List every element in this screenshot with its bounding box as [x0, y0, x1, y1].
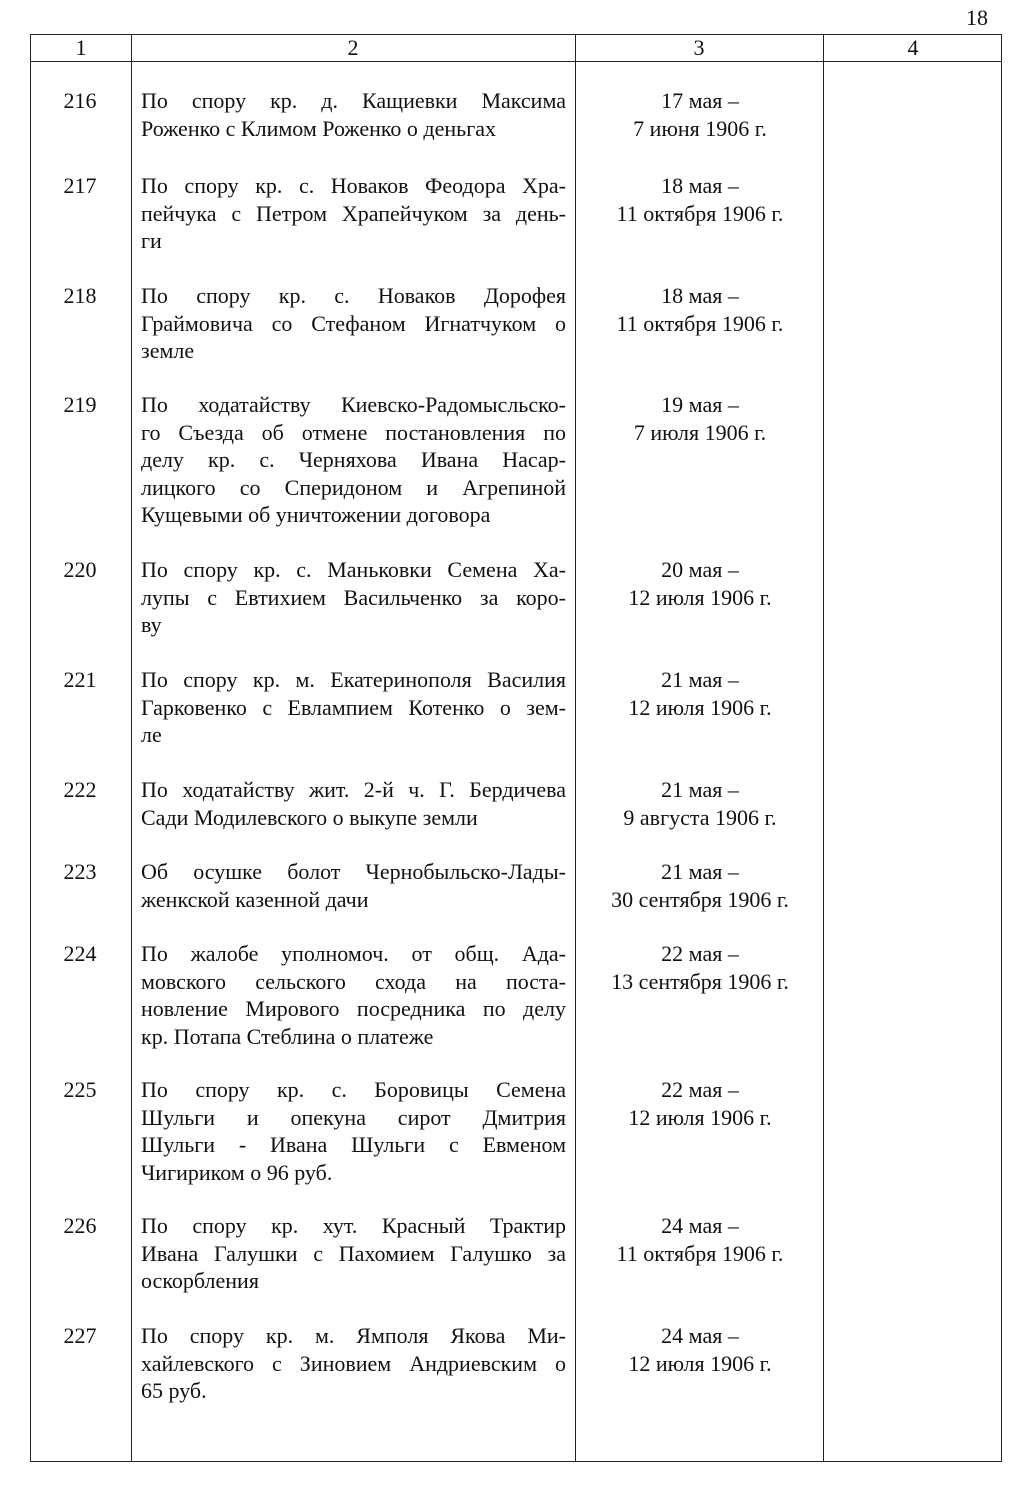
- header-col-2: 2: [347, 35, 359, 60]
- entry-dates: [577, 172, 823, 227]
- entry-description: [141, 776, 566, 831]
- column-divider: [131, 35, 132, 1461]
- description-line: мовского сельского схода на поста-: [141, 968, 566, 994]
- entry-dates: [577, 391, 823, 446]
- entry-description: [141, 391, 566, 529]
- end-date: 12 июля 1906 г.: [628, 1350, 772, 1376]
- description-line: ву: [141, 612, 162, 637]
- entry-description: [141, 858, 566, 913]
- description-line: По спору кр. с. Боровицы Семена: [141, 1077, 566, 1102]
- end-date: 12 июля 1906 г.: [628, 1104, 772, 1130]
- entry-dates: [577, 282, 823, 337]
- entry-description: [141, 1076, 566, 1186]
- entry-description: [141, 940, 566, 1050]
- header-row: [31, 35, 1001, 62]
- end-date: 7 июля 1906 г.: [633, 419, 767, 445]
- description-line: новление Мирового посредника по делу: [141, 996, 566, 1021]
- entry-dates: [577, 87, 823, 142]
- entry-number: 216: [63, 88, 97, 113]
- description-line: хайлевского с Зиновием Андриевским о: [141, 1350, 566, 1376]
- description-line: По спору кр. д. Кащиевки Максима: [141, 88, 566, 113]
- entry-dates: [577, 940, 823, 995]
- description-line: оскорбления: [141, 1268, 259, 1293]
- entry-dates: [577, 666, 823, 721]
- entry-dates: [577, 1212, 823, 1267]
- description-line: По спору кр. хут. Красный Трактир: [141, 1213, 566, 1238]
- column-divider: [575, 35, 576, 1461]
- description-line: женкской казенной дачи: [141, 886, 369, 912]
- description-line: По спору кр. с. Новаков Дорофея: [141, 283, 566, 308]
- entry-description: [141, 1322, 566, 1405]
- end-date: 7 июня 1906 г.: [633, 115, 767, 141]
- start-date: 19 мая –: [661, 392, 739, 417]
- description-line: ле: [141, 722, 162, 747]
- entry-number: 220: [63, 557, 97, 582]
- start-date: 21 мая –: [661, 777, 739, 802]
- start-date: 22 мая –: [661, 1077, 739, 1102]
- description-line: делу кр. с. Черняхова Ивана Насар-: [141, 447, 566, 472]
- entry-number: 227: [63, 1323, 97, 1348]
- description-line: Ивана Галушки с Пахомием Галушко за: [141, 1240, 566, 1266]
- entry-dates: [577, 556, 823, 611]
- description-line: го Съезда об отмене постановления по: [141, 419, 566, 445]
- description-line: 65 руб.: [141, 1378, 207, 1403]
- entry-dates: [577, 776, 823, 831]
- entry-number: 221: [63, 667, 97, 692]
- end-date: 11 октября 1906 г.: [616, 310, 784, 336]
- entry-number: 223: [63, 859, 97, 884]
- entry-description: [141, 172, 566, 255]
- start-date: 20 мая –: [661, 557, 739, 582]
- entry-number: 225: [63, 1077, 97, 1102]
- description-line: Чигириком о 96 руб.: [141, 1159, 333, 1185]
- end-date: 12 июля 1906 г.: [628, 584, 772, 610]
- description-line: Сади Модилевского о выкупе земли: [141, 804, 478, 830]
- description-line: Граймовича со Стефаном Игнатчуком о: [141, 310, 566, 336]
- description-line: По спору кр. с. Маньковки Семена Ха-: [141, 557, 566, 582]
- description-line: Об осушке болот Чернобыльско-Лады-: [141, 859, 566, 884]
- description-line: лупы с Евтихием Васильченко за коро-: [141, 584, 566, 610]
- entry-number: 224: [63, 941, 97, 966]
- entry-number: 219: [63, 392, 97, 417]
- description-line: По спору кр. м. Екатеринополя Василия: [141, 667, 566, 692]
- register-table: [30, 34, 1002, 1462]
- description-line: По спору кр. с. Новаков Феодора Хра-: [141, 173, 566, 198]
- description-line: По спору кр. м. Ямполя Якова Ми-: [141, 1323, 566, 1348]
- description-line: Шульги - Ивана Шульги с Евменом: [141, 1132, 566, 1157]
- start-date: 18 мая –: [661, 283, 739, 308]
- description-line: Роженко с Климом Роженко о деньгах: [141, 115, 496, 141]
- entry-description: [141, 87, 566, 142]
- description-line: лицкого со Сперидоном и Агрепиной: [141, 474, 566, 500]
- column-divider: [823, 35, 824, 1461]
- description-line: Кущевыми об уничтожении договора: [141, 502, 491, 527]
- entry-description: [141, 666, 566, 749]
- description-line: кр. Потапа Стеблина о платеже: [141, 1023, 434, 1049]
- start-date: 21 мая –: [661, 859, 739, 884]
- end-date: 11 октября 1906 г.: [616, 200, 784, 226]
- end-date: 13 сентября 1906 г.: [611, 968, 789, 994]
- page-number: 18: [966, 5, 988, 30]
- description-line: пейчука с Петром Храпейчуком за день-: [141, 200, 566, 226]
- header-col-4: 4: [907, 35, 919, 60]
- entry-dates: [577, 1322, 823, 1377]
- description-line: Шульги и опекуна сирот Дмитрия: [141, 1104, 566, 1130]
- description-line: ги: [141, 228, 162, 253]
- header-col-1: 1: [75, 35, 87, 60]
- start-date: 21 мая –: [661, 667, 739, 692]
- description-line: Гарковенко с Евлампием Котенко о зем-: [141, 694, 566, 720]
- entry-dates: [577, 858, 823, 913]
- header-col-3: 3: [693, 35, 705, 60]
- entry-number: 217: [63, 173, 97, 198]
- entry-dates: [577, 1076, 823, 1131]
- end-date: 9 августа 1906 г.: [623, 804, 777, 830]
- start-date: 17 мая –: [661, 88, 739, 113]
- entry-description: [141, 282, 566, 365]
- end-date: 12 июля 1906 г.: [628, 694, 772, 720]
- entry-description: [141, 556, 566, 639]
- entry-number: 222: [63, 777, 97, 802]
- entry-description: [141, 1212, 566, 1295]
- description-line: земле: [141, 338, 195, 363]
- start-date: 24 мая –: [661, 1323, 739, 1348]
- end-date: 11 октября 1906 г.: [616, 1240, 784, 1266]
- end-date: 30 сентября 1906 г.: [611, 886, 789, 912]
- start-date: 22 мая –: [661, 941, 739, 966]
- entry-number: 218: [63, 283, 97, 308]
- start-date: 18 мая –: [661, 173, 739, 198]
- entry-number: 226: [63, 1213, 97, 1238]
- description-line: По жалобе уполномоч. от общ. Ада-: [141, 941, 566, 966]
- description-line: По ходатайству жит. 2-й ч. Г. Бердичева: [141, 777, 566, 802]
- start-date: 24 мая –: [661, 1213, 739, 1238]
- description-line: По ходатайству Киевско-Радомысльско-: [141, 392, 566, 417]
